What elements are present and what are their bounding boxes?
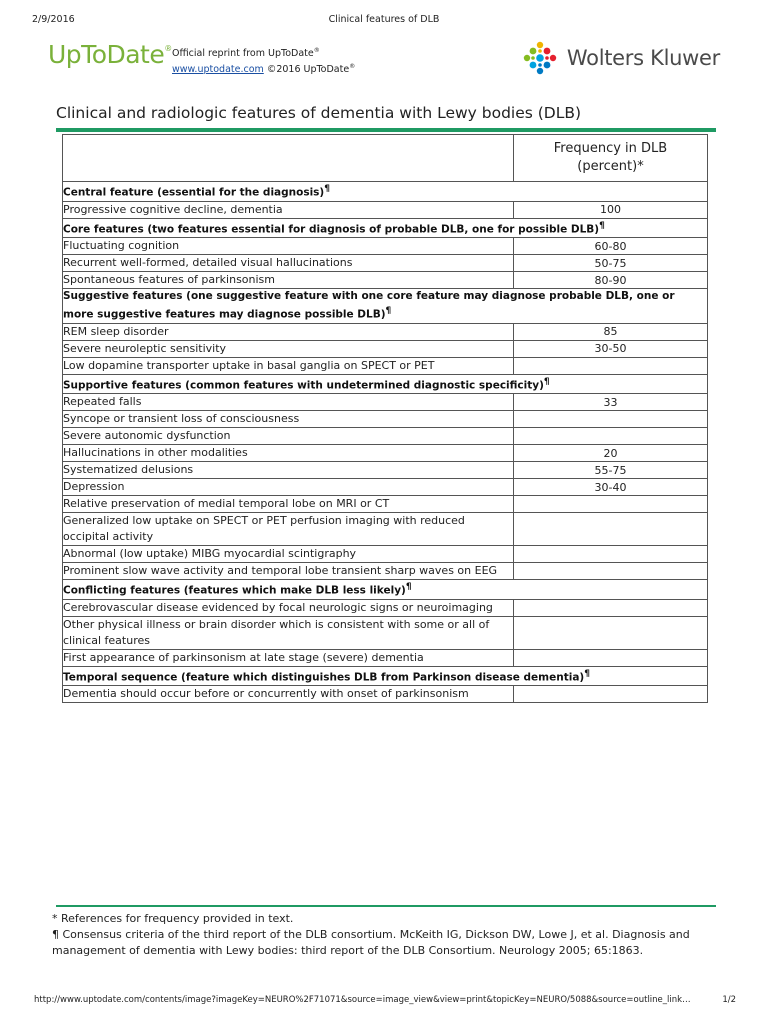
footnote-references: * References for frequency provided in text.	[52, 912, 294, 925]
section-heading	[63, 374, 708, 394]
footnote-consensus: ¶ Consensus criteria of the third report of the DLB consortium. McKeith IG, Dickson DW, Lowe J, et al. Diagnosis and management of dementia with Lewy bodies: third report of the DLB Consortium. Neurology 2005; 65:1863.	[52, 928, 690, 957]
section-row	[63, 289, 708, 324]
pilcrow-mark: ¶	[543, 376, 550, 387]
frequency-cell	[514, 686, 708, 703]
uptodate-link[interactable]: www.uptodate.com	[172, 64, 264, 76]
section-heading	[63, 580, 708, 600]
section-row	[63, 580, 708, 600]
table-row	[63, 649, 708, 666]
reprint-notice: Official reprint from UpToDate® www.uptodate.com ©2016 UpToDate®	[172, 47, 356, 76]
section-heading-text: Suggestive features (one suggestive feature with one core feature may diagnose probable DLB, one or more suggestive features may diagnose possible DLB)	[63, 290, 675, 321]
table-row	[63, 357, 708, 374]
reprint-text: Official reprint from UpToDate	[172, 48, 314, 60]
table-row	[63, 323, 708, 340]
feature-cell: Systematized delusions	[63, 462, 514, 479]
table-row	[63, 513, 708, 546]
pilcrow-mark: ¶	[599, 220, 605, 231]
section-heading-text: Temporal sequence (feature which distinguishes DLB from Parkinson disease dementia)	[63, 671, 585, 683]
table-row	[63, 686, 708, 703]
table-row	[63, 272, 708, 289]
frequency-cell	[514, 649, 708, 666]
frequency-cell: 100	[514, 201, 708, 218]
frequency-cell: 55-75	[514, 462, 708, 479]
table-row	[63, 479, 708, 496]
frequency-cell: 50-75	[514, 255, 708, 272]
features-table	[62, 134, 708, 703]
feature-cell: Cerebrovascular disease evidenced by focal neurologic signs or neuroimaging	[63, 599, 514, 616]
feature-cell: First appearance of parkinsonism at late stage (severe) dementia	[63, 649, 514, 666]
table-row	[63, 238, 708, 255]
brand-bar	[48, 40, 720, 80]
frequency-cell: 60-80	[514, 238, 708, 255]
feature-cell: Repeated falls	[63, 394, 514, 411]
table-row	[63, 563, 708, 580]
table-row	[63, 255, 708, 272]
frequency-cell	[514, 616, 708, 649]
feature-cell: Progressive cognitive decline, dementia	[63, 201, 514, 218]
table-row	[63, 496, 708, 513]
print-date: 2/9/2016	[32, 14, 75, 25]
frequency-cell: 20	[514, 445, 708, 462]
publisher-name: Wolters Kluwer	[566, 46, 720, 70]
frequency-cell	[514, 546, 708, 563]
pilcrow-mark: ¶	[405, 582, 412, 592]
wolters-kluwer-mark-icon	[523, 41, 557, 75]
frequency-cell	[514, 411, 708, 428]
print-url: http://www.uptodate.com/contents/image?imageKey=NEURO%2F71071&source=image_view&view=print&topicKey=NEURO/5088&source=outline_link…	[34, 995, 691, 1005]
section-heading	[63, 666, 708, 686]
page-number: 1/2	[722, 995, 736, 1005]
frequency-cell	[514, 599, 708, 616]
feature-cell: Abnormal (low uptake) MIBG myocardial scintigraphy	[63, 546, 514, 563]
pilcrow-mark: ¶	[385, 306, 392, 316]
frequency-cell	[514, 496, 708, 513]
section-heading	[63, 218, 708, 238]
section-heading	[63, 289, 708, 324]
feature-cell: Spontaneous features of parkinsonism	[63, 272, 514, 289]
feature-cell: Severe autonomic dysfunction	[63, 428, 514, 445]
table-row	[63, 411, 708, 428]
bottom-divider	[56, 905, 716, 907]
frequency-cell: 85	[514, 323, 708, 340]
section-heading-text: Supportive features (common features with undetermined diagnostic specificity)	[63, 379, 544, 391]
uptodate-logo[interactable]: UpToDate®	[48, 40, 172, 69]
section-heading	[63, 182, 708, 202]
section-row	[63, 182, 708, 202]
section-heading-text: Core features (two features essential for diagnosis of probable DLB, one for possible DLB)	[63, 223, 600, 235]
section-row	[63, 374, 708, 394]
feature-cell: Generalized low uptake on SPECT or PET perfusion imaging with reduced occipital activity	[63, 513, 514, 546]
pilcrow-mark: ¶	[584, 668, 590, 679]
frequency-column-header: Frequency in DLB (percent)*	[514, 135, 708, 182]
feature-cell: Low dopamine transporter uptake in basal ganglia on SPECT or PET	[63, 357, 514, 374]
table-row	[63, 462, 708, 479]
table-row	[63, 340, 708, 357]
frequency-cell	[514, 357, 708, 374]
table-header-row	[63, 135, 708, 182]
feature-cell: Fluctuating cognition	[63, 238, 514, 255]
table-row	[63, 445, 708, 462]
page-title: Clinical and radiologic features of dementia with Lewy bodies (DLB)	[56, 104, 582, 122]
feature-cell: Syncope or transient loss of consciousness	[63, 411, 514, 428]
feature-cell: Relative preservation of medial temporal lobe on MRI or CT	[63, 496, 514, 513]
copyright-text: ©2016 UpToDate	[266, 64, 350, 76]
section-row	[63, 218, 708, 238]
table-row	[63, 599, 708, 616]
section-row	[63, 666, 708, 686]
frequency-cell: 30-40	[514, 479, 708, 496]
feature-cell: Prominent slow wave activity and temporal lobe transient sharp waves on EEG	[63, 563, 514, 580]
pilcrow-mark: ¶	[324, 184, 330, 194]
feature-cell: Other physical illness or brain disorder which is consistent with some or all of clinical features	[63, 616, 514, 649]
frequency-cell: 30-50	[514, 340, 708, 357]
feature-cell: Hallucinations in other modalities	[63, 445, 514, 462]
table-row	[63, 428, 708, 445]
frequency-cell	[514, 513, 708, 546]
section-heading-text: Conflicting features (features which make DLB less likely)	[63, 584, 406, 597]
footnotes	[52, 911, 722, 959]
frequency-cell: 80-90	[514, 272, 708, 289]
table-row	[63, 394, 708, 411]
section-heading-text: Central feature (essential for the diagnosis)	[63, 186, 325, 199]
print-doc-title: Clinical features of DLB	[328, 14, 440, 25]
table-row	[63, 201, 708, 218]
feature-cell: Dementia should occur before or concurrently with onset of parkinsonism	[63, 686, 514, 703]
table-row	[63, 616, 708, 649]
title-divider	[56, 128, 716, 132]
feature-cell: REM sleep disorder	[63, 323, 514, 340]
frequency-cell	[514, 563, 708, 580]
feature-column-header	[63, 135, 514, 182]
wolters-kluwer-logo[interactable]	[523, 40, 720, 76]
frequency-cell	[514, 428, 708, 445]
feature-cell: Severe neuroleptic sensitivity	[63, 340, 514, 357]
feature-cell: Depression	[63, 479, 514, 496]
feature-cell: Recurrent well-formed, detailed visual hallucinations	[63, 255, 514, 272]
frequency-cell: 33	[514, 394, 708, 411]
table-row	[63, 546, 708, 563]
features-table-body	[63, 182, 708, 703]
